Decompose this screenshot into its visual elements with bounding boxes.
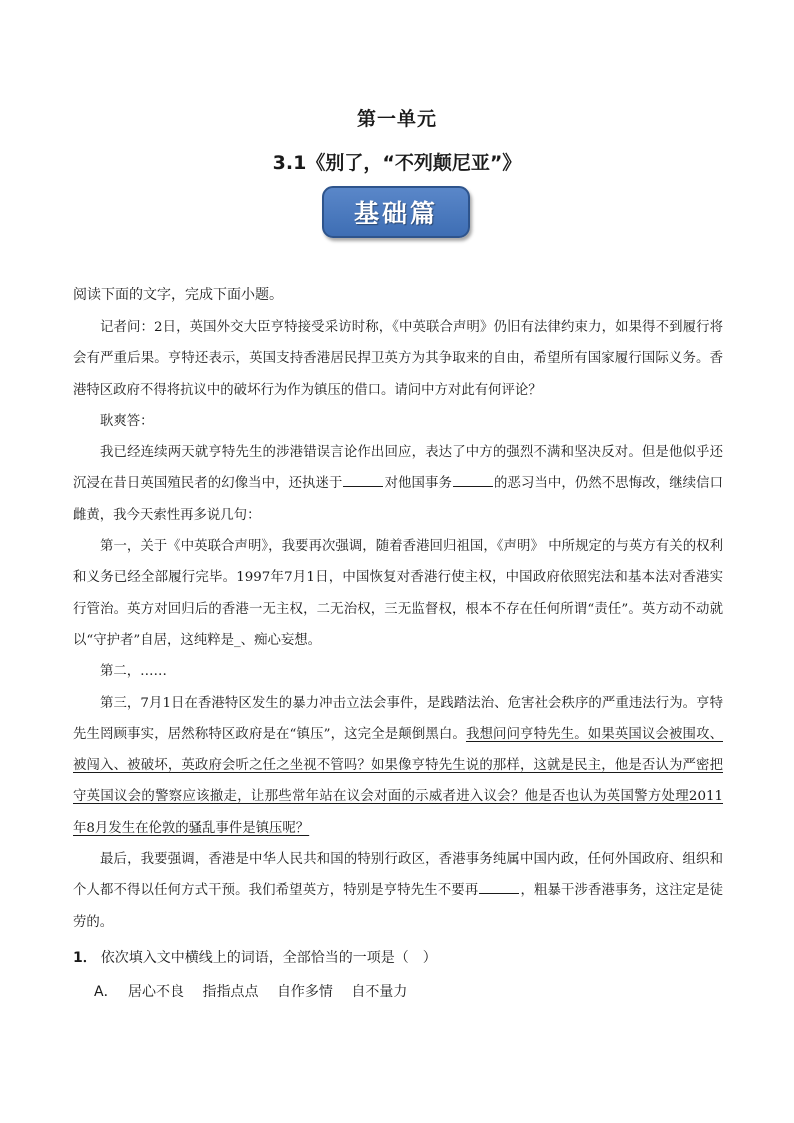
passage-paragraph-answer-intro: 耿爽答： xyxy=(100,413,154,429)
passage-text: 我已经连续两天就亨特先生的涉港错误言论作出回应，表达了中方的强烈不满和坚决反对。但是他似乎还沉浸在昔日英国殖民者的幻像当中，还执迷于 xyxy=(73,445,723,492)
passage-paragraph-second-point: 第二，…… xyxy=(100,664,167,680)
passage-paragraph-conclusion xyxy=(73,844,723,938)
passage-paragraph-third-point xyxy=(73,688,723,844)
badge-label: 基础篇 xyxy=(353,199,438,228)
unit-title: 第一单元 xyxy=(356,108,437,130)
option-letter: A． xyxy=(94,984,118,1000)
lesson-title: 3.1《别了，“不列颠尼亚”》 xyxy=(272,152,522,174)
question-text: 依次填入文中横线上的词语，全部恰当的一项是（ ） xyxy=(100,950,437,966)
option-word: 自不量力 xyxy=(351,984,408,1000)
fill-blank-1 xyxy=(343,473,383,487)
option-word: 自作多情 xyxy=(276,984,333,1000)
passage-paragraph-response xyxy=(73,437,723,531)
passage-text: 最后，我要强调，香港是中华人民共和国的特别行政区，香港事务纯属中国内政，任何外国政府、组织和个人都不得以任何方式干预。我们希望英方，特别是亨特先生不要再 xyxy=(73,852,723,899)
basic-section-badge xyxy=(322,186,470,238)
option-word: 居心不良 xyxy=(128,984,185,1000)
passage-text: 对他国事务 xyxy=(384,476,452,492)
passage-paragraph-first-point: 第一，关于《中英联合声明》，我要再次强调，随着香港回归祖国，《声明》 中所规定的与英方有关的权利和义务已经全部履行完毕。1997年7月1日，中国恢复对香港行使主权，中国政府依照宪法和基本法对香港实行管治。英方对回归后的香港一无主权，二无治权，三无监督权，根本不存在任何所谓“责任”。英方动不动就以“守护者”自居，这纯粹是_、痴心妄想。 xyxy=(73,539,723,648)
question-number: 1． xyxy=(73,950,97,966)
underlined-passage-text: 我想问问亨特先生。如果英国议会被围攻、被闯入、被破坏，英政府会听之任之坐视不管吗？如果像亨特先生说的那样，这就是民主，他是否认为严密把守英国议会的警察应该撤走，让那些常年站在议会对面的示威者进入议会？他是否也认为英国警方处理2011年8月发生在伦敦的骚乱事件是镇压呢？ xyxy=(73,726,723,836)
reading-instruction: 阅读下面的文字，完成下面小题。 xyxy=(73,287,283,303)
reading-passage xyxy=(73,312,723,938)
option-word: 指指点点 xyxy=(202,984,259,1000)
question-1 xyxy=(73,947,437,967)
passage-text: 的恶习当中，仍然不思悔改，继续信口雌黄，我今天索性再多说几句： xyxy=(73,476,724,523)
fill-blank-3 xyxy=(479,880,519,894)
passage-paragraph-question: 记者问：2日，英国外交大臣亨特接受采访时称，《中英联合声明》仍旧有法律约束力，如果得不到履行将会有严重后果。亨特还表示，英国支持香港居民捍卫英方为其争取来的自由，希望所有国家履行国际义务。香港特区政府不得将抗议中的破坏行为作为镇压的借口。请问中方对此有何评论？ xyxy=(73,320,723,398)
passage-text: 第三，7月1日在香港特区发生的暴力冲击立法会事件，是践踏法治、危害社会秩序的严重违法行为。亨特先生罔顾事实，居然称特区政府是在“镇压”，这完全是颠倒黑白。 xyxy=(73,695,723,742)
option-a xyxy=(94,981,421,1001)
fill-blank-2 xyxy=(453,473,493,487)
passage-text: ，粗暴干涉香港事务，这注定是徒劳的。 xyxy=(73,883,724,930)
